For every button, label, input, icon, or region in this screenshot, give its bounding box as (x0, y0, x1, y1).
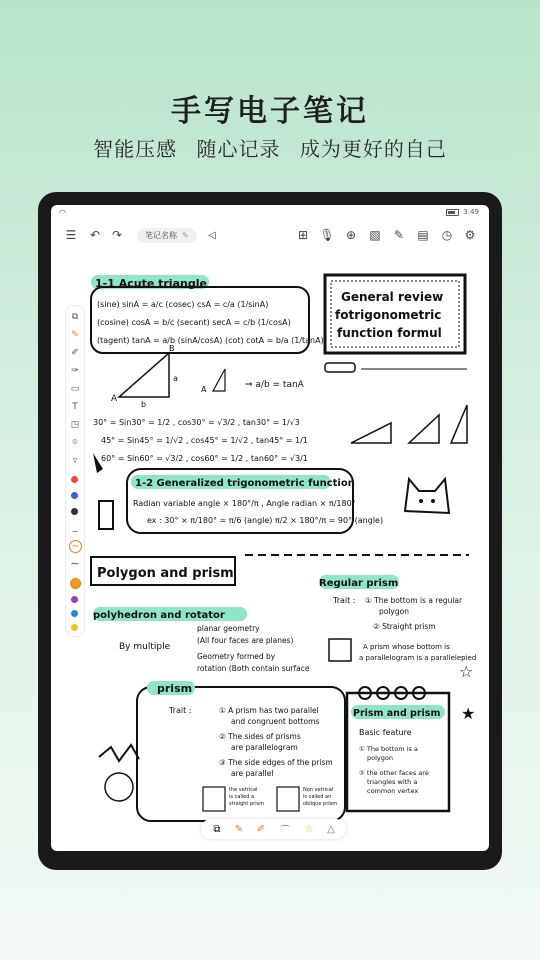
color-swatch-light-blue[interactable] (71, 610, 78, 617)
top-toolbar (51, 225, 489, 247)
prism-trait-3b: are parallel (231, 769, 274, 778)
svg-text:A: A (201, 385, 207, 394)
note-name-field[interactable] (137, 228, 197, 243)
undo-icon[interactable]: ↶ (89, 228, 101, 242)
angle-line-1: 30° = Sin30° = 1/2 , cos30° = √3/2 , tan30° = 1/√3 (93, 418, 300, 427)
triangle-diagram (119, 353, 169, 397)
radian-line: Radian variable angle × 180°/π , Angle radian × π/180° (133, 499, 356, 508)
tablet-frame (38, 192, 502, 870)
curve-icon[interactable]: ⌒ (280, 825, 290, 837)
svg-text:B: B (169, 344, 175, 353)
stroke-thin-icon[interactable]: ∼ (71, 526, 79, 536)
trig-line-2: (cosine) cosA = b/c (secant) secA = c/b (1/cosA) (97, 318, 291, 327)
star-doodle: ☆ (459, 662, 474, 681)
regular-trait-2: ② Straight prism (373, 622, 436, 631)
document-icon[interactable]: ▤ (417, 228, 429, 242)
card-item-2a: ② the other faces are (359, 769, 429, 777)
microphone-icon[interactable]: 🎙 (319, 228, 335, 242)
prism-trait-label: Trait : (169, 706, 192, 715)
add-page-icon[interactable]: ⊞ (297, 228, 309, 242)
color-swatch-yellow[interactable] (71, 624, 78, 631)
by-multiple: By multiple (119, 642, 171, 652)
triangle-icon[interactable]: △ (327, 823, 335, 835)
battery-icon (446, 209, 459, 216)
polyhedron-title: polyhedron and rotator (93, 610, 225, 621)
pen-icon[interactable]: ✎ (234, 823, 244, 835)
stroke-thick-icon[interactable]: ∼ (70, 556, 80, 570)
review-line-3: function formul (337, 326, 442, 340)
color-swatch-blue[interactable] (71, 492, 78, 499)
star-icon[interactable]: ☆ (304, 823, 314, 835)
prism-title: prism (157, 682, 193, 695)
review-line-2: fotrigonometric (335, 308, 442, 322)
radian-example: ex : 30° × π/180° = π/6 (angle) π/2 × 180°/π = 90° (angle) (147, 516, 384, 525)
pencil-drawing (325, 363, 355, 372)
card-item-2c: common vertex (367, 787, 419, 795)
note-name-label: 笔记名称 (145, 231, 177, 240)
geometry-formed-2: rotation (Both contain surface (197, 664, 310, 673)
regular-trait-1a: ① The bottom is a regular (365, 596, 463, 605)
note-canvas[interactable] (89, 257, 484, 827)
card-item-1a: ① The bottom is a (359, 745, 418, 753)
menu-icon[interactable]: ☰ (65, 228, 77, 242)
prism-caption-left-1: the vetrical (229, 787, 258, 793)
prism-caption-left-3: straight prism (229, 801, 265, 807)
promo-title: 手写电子笔记 (171, 94, 369, 129)
collapse-icon[interactable]: ◁ (208, 229, 216, 241)
regular-trait-label: Trait : (333, 596, 356, 605)
polygon-title: Polygon and prism (97, 566, 234, 581)
stroke-medium-icon[interactable]: ∼ (69, 540, 82, 553)
svg-text:a: a (173, 374, 178, 383)
prism-caption-right-3: oblique prism (303, 801, 338, 807)
eraser-icon[interactable]: ▭ (70, 384, 80, 394)
svg-text:b: b (141, 400, 147, 409)
redo-icon[interactable]: ↷ (111, 228, 123, 242)
trig-line-1: (sine) sinA = a/c (cosec) csA = c/a (1/sinA) (97, 300, 269, 309)
pencil-icon[interactable]: ✐ (256, 823, 266, 835)
color-swatch-purple[interactable] (71, 596, 78, 603)
pen-edit-icon[interactable]: ✎ (393, 228, 405, 242)
shape-icon[interactable]: ◳ (70, 420, 80, 430)
angle-line-2: 45° = Sin45° = 1/√2 , cos45° = 1/√2 , tan45° = 1/1 (101, 436, 308, 445)
svg-text:A: A (111, 394, 118, 404)
pen-icon[interactable]: ✎ (71, 330, 79, 340)
ratio-formula: ⇒ a/b = tanA (245, 380, 304, 390)
text-icon[interactable]: T (72, 402, 78, 412)
wifi-icon: ◠ (59, 208, 66, 217)
pencil-icon: ✎ (182, 231, 189, 240)
prism-trait-1b: and congruent bottoms (231, 717, 320, 726)
prism-caption-right-2: is called an (303, 794, 332, 800)
cube-drawing (329, 639, 351, 661)
prism-trait-2b: are parallelogram (231, 743, 298, 752)
color-swatch-orange[interactable] (70, 578, 81, 589)
tool-side-panel (65, 305, 85, 637)
review-line-1: General review (341, 290, 444, 304)
layers-icon[interactable]: ⧉ (213, 823, 221, 835)
prism-trait-1a: ① A prism has two parallel (219, 706, 319, 715)
regular-note-1: A prism whose bottom is (363, 643, 450, 651)
section2-title: 1-2 Generalized trigonometric function (135, 478, 355, 489)
cat-doodle (405, 479, 449, 513)
status-bar (51, 205, 489, 219)
regular-note-2: a parallelogram is a parallelepied (359, 654, 477, 662)
chevron-down-icon[interactable]: ▿ (72, 456, 78, 466)
card-feature: Basic feature (359, 728, 412, 737)
planar-geometry-2: (All four faces are planes) (197, 636, 294, 645)
tablet-screen (51, 205, 489, 851)
color-swatch-red[interactable] (71, 476, 78, 483)
bottom-pen-bar (201, 819, 346, 839)
regular-prism-title: Regular prism (319, 578, 399, 589)
geometry-formed-1: Geometry formed by (197, 652, 276, 661)
marker-icon[interactable]: ✑ (71, 366, 79, 376)
star-doodle-filled: ★ (461, 704, 476, 723)
color-swatch-black[interactable] (71, 508, 78, 515)
prism-caption-left-2: is called a (229, 794, 255, 800)
planar-geometry-1: planar geometry (197, 624, 260, 633)
section1-title: 1-1 Acute triangle (95, 277, 207, 290)
pencil-icon[interactable]: ✐ (71, 348, 79, 358)
history-icon[interactable]: ◷ (441, 228, 453, 242)
image-icon[interactable]: ▧ (369, 228, 381, 242)
card-item-2b: triangles with a (367, 778, 418, 786)
lasso-icon[interactable]: ⌾ (72, 438, 78, 448)
angle-line-3: 60° = Sin60° = √3/2 , cos60° = 1/2 , tan60° = √3/1 (101, 454, 308, 463)
prism-caption-right-1: Non vetrical (303, 787, 334, 793)
settings-icon[interactable]: ⚙ (464, 228, 476, 242)
prism-trait-3a: ③ The side edges of the prism (219, 758, 333, 767)
trig-line-3: (tagent) tanA = a/b (sinA/cosA) (cot) cotA = b/a (1/tanA) (97, 336, 324, 345)
zoom-icon[interactable]: ⊕ (345, 228, 357, 242)
layers-icon[interactable]: ⧉ (71, 312, 79, 322)
status-time: 3:49 (463, 208, 479, 216)
card-item-1b: polygon (367, 754, 393, 762)
regular-trait-1b: polygon (379, 607, 409, 616)
prism-trait-2a: ② The sides of prisms (219, 732, 301, 741)
card-title: Prism and prism (353, 708, 441, 719)
lightbulb-doodle (105, 773, 133, 801)
promo-subtitle: 智能压感 随心记录 成为更好的自己 (93, 137, 447, 161)
